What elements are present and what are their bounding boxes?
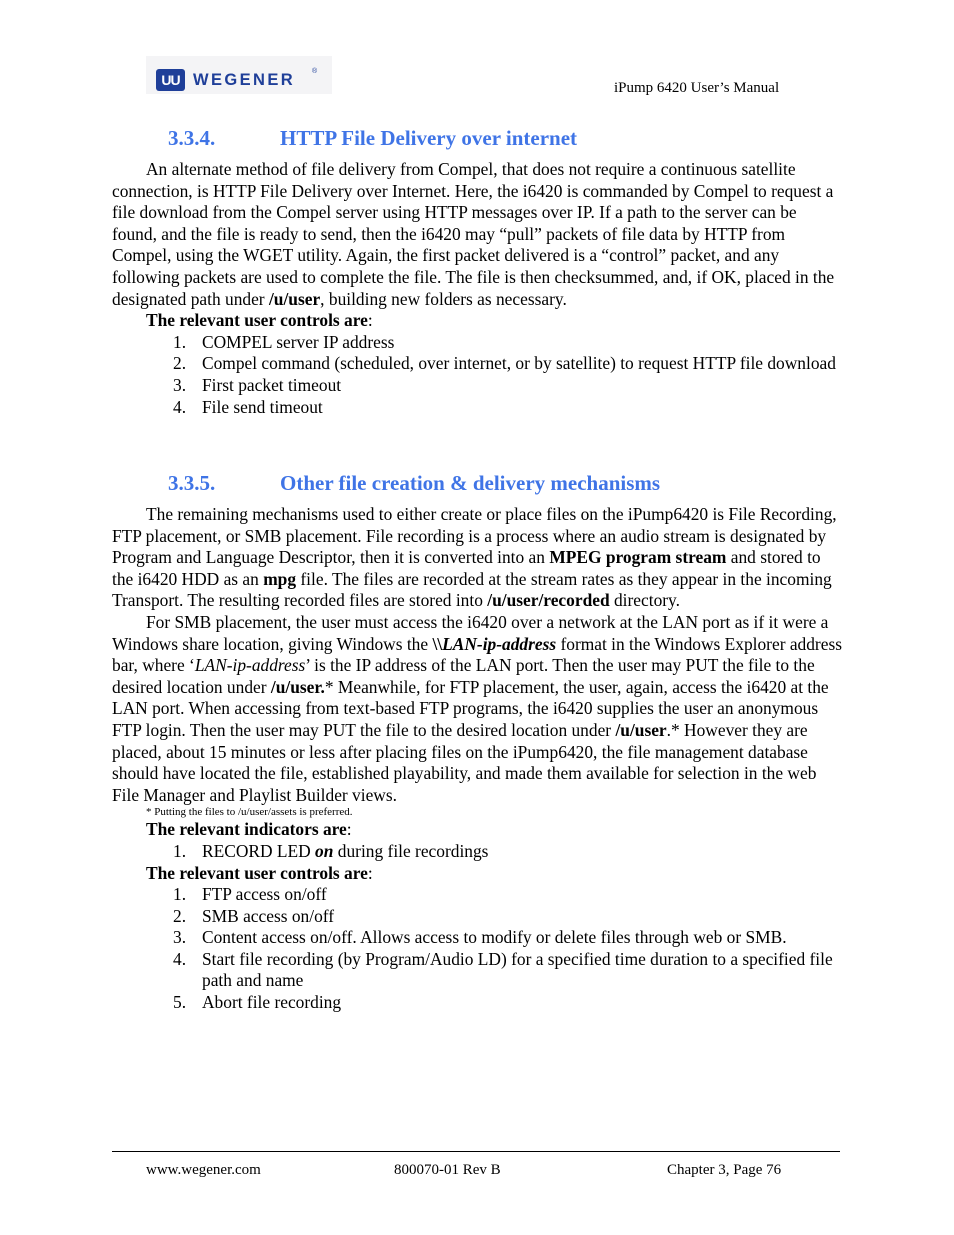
paragraph-text: file. The files are recorded at the stream rates as they appear in the incoming Transport. The resulting recorded files are stored into: [112, 568, 832, 611]
list-number: 5.: [173, 992, 187, 1013]
bold-italic-term: on: [315, 840, 334, 861]
bold-term: \\: [432, 633, 443, 654]
manual-title: iPump 6420 User’s Manual: [614, 80, 780, 96]
list-item-text: Abort file recording: [202, 992, 342, 1013]
body-paragraph: [112, 504, 842, 612]
section-body-http-file-delivery: [112, 159, 842, 418]
body-paragraph: [112, 159, 842, 310]
list-item-text: First packet timeout: [202, 374, 342, 395]
footer-divider: [112, 1151, 840, 1152]
label-text: The relevant indicators are: [146, 819, 347, 840]
list-item-text: COMPEL server IP address: [202, 331, 395, 352]
list-number: 4.: [173, 948, 187, 969]
section-body-other-file-mechanisms: [112, 504, 842, 1014]
indicators-list: [112, 841, 842, 863]
section-heading-other-file-mechanisms: [168, 471, 660, 495]
wegener-logo-mark-icon: UU: [156, 69, 185, 91]
list-number: 2.: [173, 905, 187, 926]
list-number: 4.: [173, 396, 187, 417]
wegener-logo: [146, 56, 332, 94]
list-item: [112, 906, 842, 928]
list-item-text: FTP access on/off: [202, 884, 327, 905]
paragraph-text: The remaining mechanisms used to either create or place files on the iPump6420 is File Recording, FTP placement, or SMB placement. File recording is a process where an audio stream is designated by Program and Language Descriptor, then it is converted into an: [112, 504, 837, 568]
list-item: [112, 841, 842, 863]
controls-list: [112, 884, 842, 1014]
label-colon: :: [367, 310, 373, 331]
bold-italic-term: LAN-ip-address: [442, 633, 557, 654]
path-text: /u/user/recorded: [487, 590, 610, 611]
wegener-logo-text: WEGENER: [193, 71, 296, 89]
list-item: [112, 884, 842, 906]
paragraph-text: and stored to the i6420 HDD as an: [112, 547, 821, 589]
list-item: [112, 353, 842, 375]
footer-page-number: Chapter 3, Page 76: [667, 1162, 782, 1178]
controls-label: [112, 310, 842, 332]
list-number: 1.: [173, 884, 187, 905]
registered-mark: ®: [312, 68, 318, 75]
section-title: Other file creation & delivery mechanisms: [280, 471, 661, 495]
list-item: [112, 949, 842, 992]
path-text: /u/user: [615, 719, 667, 740]
list-item: [112, 397, 842, 419]
label-text: The relevant user controls are: [146, 310, 368, 331]
list-item-text: Content access on/off. Allows access to modify or delete files through web or SMB.: [202, 927, 787, 948]
list-item-text: SMB access on/off: [202, 905, 335, 926]
list-item-text: File send timeout: [202, 396, 323, 417]
bold-term: MPEG program stream: [549, 547, 727, 568]
controls-label: [112, 863, 842, 885]
path-text: /u/user.: [270, 676, 325, 697]
section-title: HTTP File Delivery over internet: [280, 126, 578, 150]
label-colon: :: [346, 819, 352, 840]
list-item-text: during file recordings: [333, 840, 489, 861]
list-item: [112, 375, 842, 397]
list-number: 2.: [173, 353, 187, 374]
list-item-text: Compel command (scheduled, over internet, or by satellite) to request HTTP file download: [202, 353, 836, 374]
list-number: 1.: [173, 840, 187, 861]
label-colon: :: [367, 862, 373, 883]
italic-term: LAN-ip-address: [194, 655, 306, 676]
paragraph-text: directory.: [609, 590, 680, 611]
list-item: [112, 332, 842, 354]
paragraph-text: For SMB placement, the user must access the i6420 over a network at the LAN port as if it were a Windows share location, giving Windows the: [112, 611, 829, 654]
controls-list: [112, 332, 842, 418]
footer-doc-number: 800070-01 Rev B: [394, 1162, 501, 1178]
list-item: [112, 992, 842, 1014]
section-number: 3.3.4.: [168, 126, 216, 150]
body-paragraph: [112, 612, 842, 806]
paragraph-text: , building new folders as necessary.: [320, 288, 567, 309]
bold-term: mpg: [263, 568, 297, 589]
paragraph-text: * Meanwhile, for FTP placement, the user, again, access the i6420 at the LAN port. When accessing from text-based FTP programs, the i6420 supplies the user an anonymous FTP login. Then the user may PUT the file to the desired location under: [112, 676, 829, 740]
footer-website: www.wegener.com: [146, 1162, 261, 1178]
list-number: 3.: [173, 374, 187, 395]
paragraph-text: An alternate method of file delivery from Compel, that does not require a continuous satellite connection, is HTTP File Delivery over Internet. Here, the i6420 is commanded by Compel to request a file download from the Compel server using HTTP messages over IP. If a path to the server can be found, and the file is ready to send, then the i6420 may “pull” packets of file data by HTTP from Compel, using the WGET utility. Again, the first packet delivered is a “control” packet, and any following packets are used to complete the file. The file is then checksummed, and, if OK, placed in the designated path under: [112, 159, 835, 309]
list-item: [112, 927, 842, 949]
list-number: 1.: [173, 331, 187, 352]
footnote: * Putting the files to /u/user/assets is preferred.: [146, 806, 353, 819]
label-text: The relevant user controls are: [146, 862, 368, 883]
list-item-text: RECORD LED: [202, 840, 316, 861]
indicators-label: [112, 819, 842, 841]
section-number: 3.3.5.: [168, 471, 216, 495]
paragraph-text: format in the Windows Explorer address bar, where ‘: [112, 633, 842, 676]
section-heading-http-file-delivery: [168, 126, 577, 150]
list-number: 3.: [173, 927, 187, 948]
paragraph-text: .* However they are placed, about 15 minutes or less after placing files on the iPump6420, the file management database should have located the file, established playability, and made them available for selection in the web File Manager and Playlist Builder views.: [112, 719, 817, 805]
paragraph-text: ’ is the IP address of the LAN port. Then the user may PUT the file to the desired location under: [112, 655, 815, 697]
path-text: /u/user: [268, 288, 321, 309]
list-item-text: Start file recording (by Program/Audio LD) for a specified time duration to a specified file path and name: [202, 948, 833, 991]
